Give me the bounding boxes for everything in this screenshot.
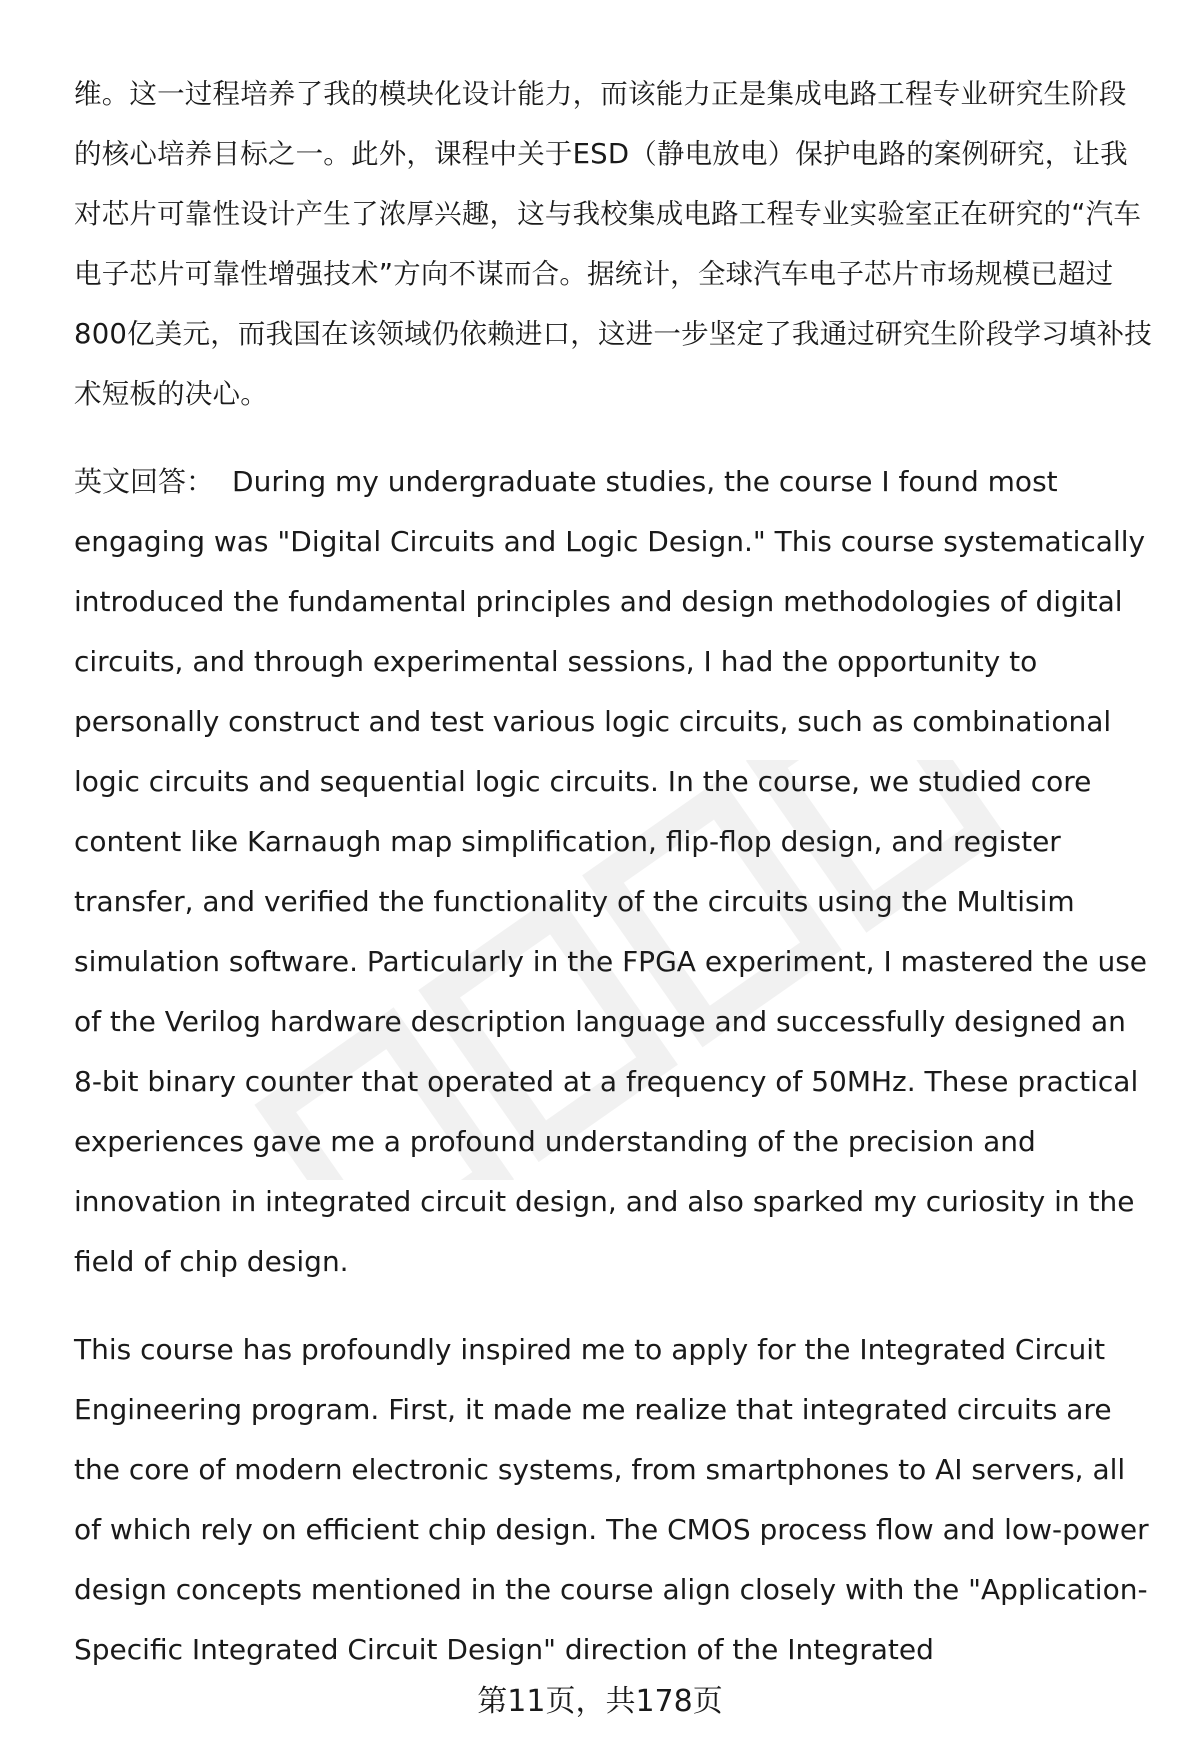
document-body <box>74 64 1154 1680</box>
chinese-paragraph: 维。这一过程培养了我的模块化设计能力，而该能力正是集成电路工程专业研究生阶段的核心培养目标之一。此外，课程中关于ESD（静电放电）保护电路的案例研究，让我对芯片可靠性设计产生了浓厚兴趣，这与我校集成电路工程专业实验室正在研究的“汽车电子芯片可靠性增强技术”方向不谋而合。据统计，全球汽车电子芯片市场规模已超过800亿美元，而我国在该领域仍依赖进口，这进一步坚定了我通过研究生阶段学习填补技术短板的决心。 <box>74 78 1152 410</box>
english-second-paragraph: This course has profoundly inspired me to apply for the Integrated Circuit Engineering program. First, it made me realize that integrated circuits are the core of modern electronic systems, from smartphones to AI servers, all of which rely on efficient chip design. The CMOS process flow and low-power design concepts mentioned in the course align closely with the "Application-Specific Integrated Circuit Design" direction of the Integrated <box>74 1333 1149 1666</box>
english-answer-text: During my undergraduate studies, the course I found most engaging was "Digital Circuits and Logic Design." This course systematically introduced the fundamental principles and design methodologies of digital circuits, and through experimental sessions, I had the opportunity to personally construct and test various logic circuits, such as combinational logic circuits and sequential logic circuits. In the course, we studied core content like Karnaugh map simplification, flip-flop design, and register transfer, and verified the functionality of the circuits using the Multisim simulation software. Particularly in the FPGA experiment, I mastered the use of the Verilog hardware description language and successfully designed an 8-bit binary counter that operated at a frequency of 50MHz. These practical experiences gave me a profound understanding of the precision and innovation in integrated circuit design, and also sparked my curiosity in the field of chip design. <box>74 465 1148 1278</box>
english-answer-label: 英文回答： <box>74 465 215 498</box>
page-footer: 第11页，共178页 <box>477 1684 723 1719</box>
english-answer-paragraph <box>74 452 1154 1292</box>
